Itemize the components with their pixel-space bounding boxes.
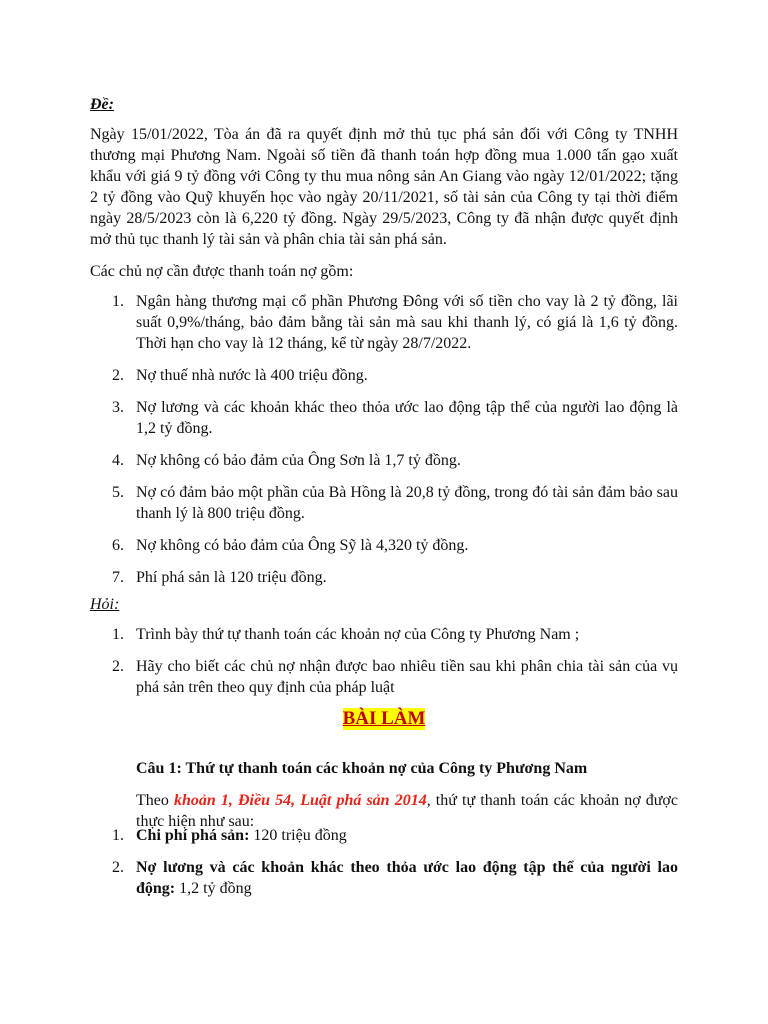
legal-basis-prefix: Theo	[136, 792, 174, 809]
list-item-text: Nợ thuế nhà nước là 400 triệu đồng.	[136, 367, 368, 384]
problem-statement: Ngày 15/01/2022, Tòa án đã ra quyết định mở thủ tục phá sản đối với Công ty TNHH thương mại Phương Nam. Ngoài số tiền đã thanh toán hợp đồng mua 1.000 tấn gạo xuất khẩu với giá 9 tỷ đồng với Công ty thu mua nông sản An Giang vào ngày 12/01/2022; tặng 2 tỷ đồng vào Quỹ khuyến học vào ngày 20/11/2021, số tài sản của Công ty tại thời điểm ngày 28/5/2023 còn là 6,220 tỷ đồng. Ngày 29/5/2023, Công ty đã nhận được quyết định mở thủ tục thanh lý tài sản và phân chia tài sản phá sản.	[90, 126, 678, 248]
list-item-text: Nợ không có bảo đảm của Ông Sơn là 1,7 tỷ đồng.	[136, 452, 461, 469]
list-number: 7.	[112, 569, 124, 586]
list-item	[90, 291, 678, 354]
list-number: 1.	[112, 626, 124, 643]
list-item	[90, 567, 678, 588]
list-item	[90, 857, 678, 899]
list-item-text: Nợ lương và các khoản khác theo thỏa ước lao động tập thể của người lao động là 1,2 tỷ đồng.	[136, 399, 678, 437]
questions-label: Hỏi:	[90, 596, 120, 613]
creditors-lead: Các chủ nợ cần được thanh toán nợ gồm:	[90, 263, 354, 280]
list-number: 2.	[112, 859, 124, 876]
list-item	[90, 365, 678, 386]
list-number: 6.	[112, 537, 124, 554]
order-item-title: Chi phí phá sản:	[136, 827, 250, 844]
list-number: 1.	[112, 293, 124, 310]
list-item-text: Hãy cho biết các chủ nợ nhận được bao nhiêu tiền sau khi phân chia tài sản của vụ phá sản trên theo quy định của pháp luật	[136, 658, 678, 696]
order-item-title: Nợ lương và các khoản khác theo thỏa ước lao động tập thể của người lao động:	[136, 859, 678, 897]
questions-list	[90, 624, 678, 709]
problem-label: Đề:	[90, 96, 114, 113]
order-item-amount: 120 triệu đồng	[249, 827, 347, 844]
list-number: 4.	[112, 452, 124, 469]
list-item-text: Nợ không có bảo đảm của Ông Sỹ là 4,320 tỷ đồng.	[136, 537, 469, 554]
list-item	[90, 825, 678, 846]
list-number: 2.	[112, 658, 124, 675]
question-1-heading: Câu 1: Thứ tự thanh toán các khoản nợ của Công ty Phương Nam	[136, 760, 588, 777]
list-item	[90, 450, 678, 471]
list-item-text: Ngân hàng thương mại cổ phần Phương Đông với số tiền cho vay là 2 tỷ đồng, lãi suất 0,9%/tháng, bảo đảm bằng tài sản mà sau khi thanh lý, có giá là 1,6 tỷ đồng. Thời hạn cho vay là 12 tháng, kể từ ngày 28/7/2022.	[136, 293, 678, 352]
list-number: 5.	[112, 484, 124, 501]
list-item-text: Phí phá sản là 120 triệu đồng.	[136, 569, 327, 586]
list-item	[90, 656, 678, 698]
law-citation: khoản 1, Điều 54, Luật phá sản 2014	[173, 792, 427, 809]
answer-title-row	[0, 708, 768, 730]
list-item-text: Trình bày thứ tự thanh toán các khoản nợ của Công ty Phương Nam ;	[136, 626, 580, 643]
legal-basis-suffix: , thứ tự thanh toán các khoản nợ được thực hiện như sau:	[136, 792, 678, 830]
list-number: 1.	[112, 827, 124, 844]
creditors-list	[90, 291, 678, 599]
list-number: 2.	[112, 367, 124, 384]
list-number: 3.	[112, 399, 124, 416]
list-item	[90, 535, 678, 556]
payment-order-list	[90, 825, 678, 910]
order-item-amount: 1,2 tỷ đồng	[175, 880, 252, 897]
list-item	[90, 624, 678, 645]
list-item	[90, 482, 678, 524]
list-item-text: Nợ có đảm bảo một phần của Bà Hồng là 20,8 tỷ đồng, trong đó tài sản đảm bảo sau thanh lý là 800 triệu đồng.	[136, 484, 678, 522]
answer-title: BÀI LÀM	[342, 708, 426, 729]
list-item	[90, 397, 678, 439]
